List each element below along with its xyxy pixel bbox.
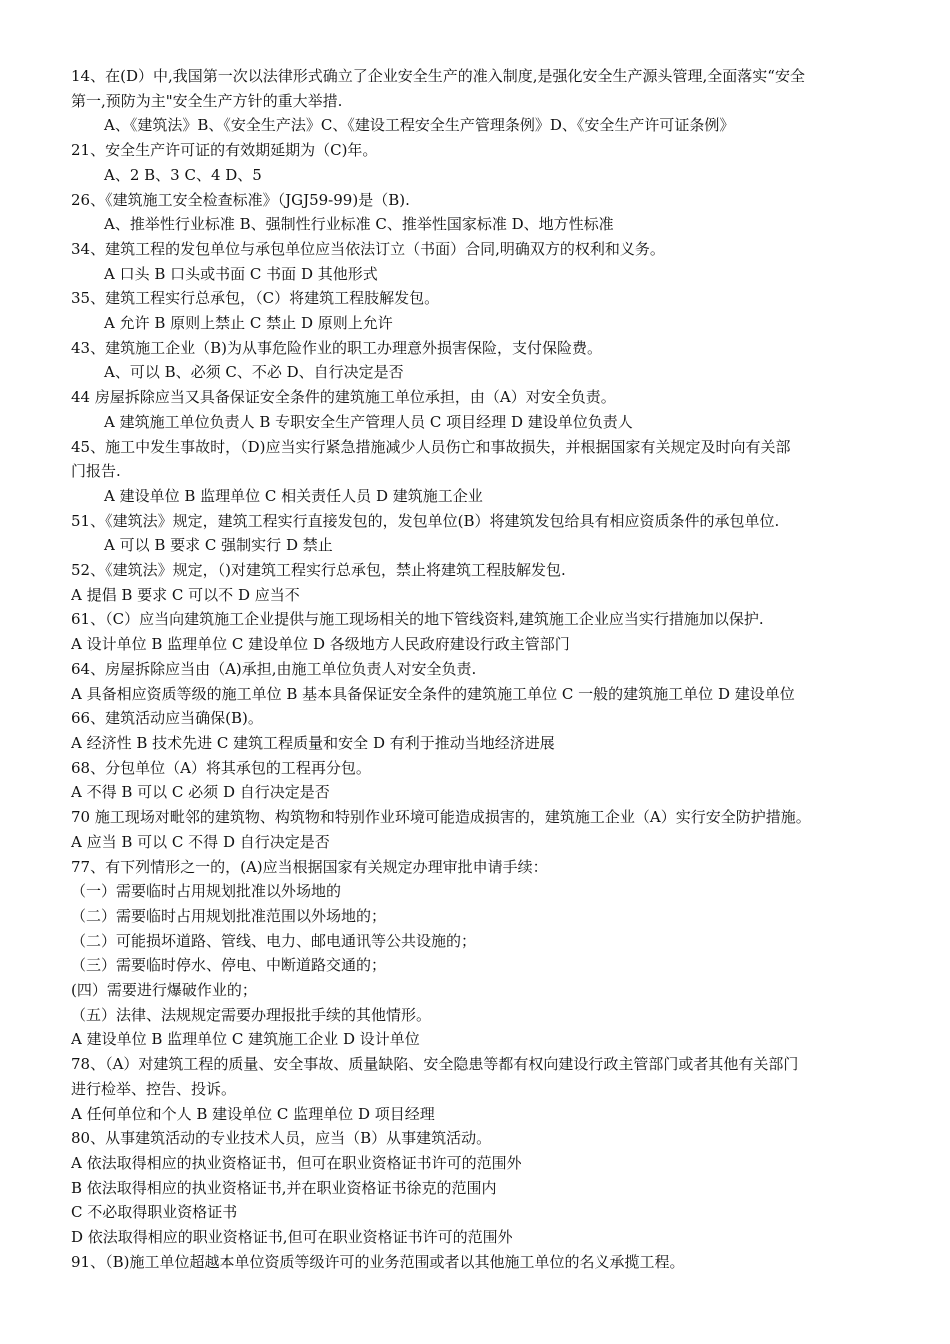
question-text-line: 43、建筑施工企业（B)为从事危险作业的职工办理意外损害保险，支付保险费。 — [71, 338, 602, 357]
question-text-line: 64、房屋拆除应当由（A)承担,由施工单位负责人对安全负责. — [71, 659, 477, 678]
question-text-line: （二）需要临时占用规划批准范围以外场地的； — [71, 906, 387, 925]
answer-options-line: A 建筑施工单位负责人 B 专职安全生产管理人员 C 项目经理 D 建设单位负责人 — [104, 412, 633, 431]
question-text-line: （五）法律、法规规定需要办理报批手续的其他情形。 — [71, 1005, 432, 1024]
question-text-line: 68、分包单位（A）将其承包的工程再分包。 — [71, 758, 371, 777]
question-text-line: 78、（A）对建筑工程的质量、安全事故、质量缺陷、安全隐患等都有权向建设行政主管部门或者其他有关部门 — [71, 1055, 799, 1074]
answer-options-line: A 建设单位 B 监理单位 C 相关责任人员 D 建筑施工企业 — [104, 486, 483, 505]
question-text-line: 14、在(D）中,我国第一次以法律形式确立了企业安全生产的准入制度,是强化安全生产源头管理,全面落实“安全 — [71, 67, 805, 85]
answer-options-line: A 口头 B 口头或书面 C 书面 D 其他形式 — [104, 264, 378, 283]
question-text-line: 91、（B)施工单位超越本单位资质等级许可的业务范围或者以其他施工单位的名义承揽工程。 — [71, 1252, 685, 1271]
question-text-line: 61、（C）应当向建筑施工企业提供与施工现场相关的地下管线资料,建筑施工企业应当实行措施加以保护. — [71, 610, 764, 629]
question-text-line: (四）需要进行爆破作业的； — [71, 981, 257, 1000]
question-text-line: 44 房屋拆除应当又具备保证安全条件的建筑施工单位承担，由（A）对安全负责。 — [71, 388, 616, 407]
answer-options-line: A、推举性行业标准 B、强制性行业标准 C、推举性国家标准 D、地方性标准 — [104, 215, 614, 234]
question-text-line: 26、《建筑施工安全检查标准》（JGJ59-99)是（B). — [71, 190, 410, 209]
question-text-line: 35、建筑工程实行总承包，（C）将建筑工程肢解发包。 — [71, 289, 440, 308]
question-text-line: A 提倡 B 要求 C 可以不 D 应当不 — [71, 585, 300, 604]
answer-options-line: A 可以 B 要求 C 强制实行 D 禁止 — [104, 536, 333, 555]
question-text-line: 进行检举、控告、投诉。 — [71, 1079, 237, 1098]
question-text-line: 45、施工中发生事故时，（D)应当实行紧急措施减少人员伤亡和事故损失，并根据国家有关规定及时向有关部 — [71, 437, 791, 456]
question-text-line: C 不必取得职业资格证书 — [71, 1203, 238, 1222]
question-text-line: A 设计单位 B 监理单位 C 建设单位 D 各级地方人民政府建设行政主管部门 — [71, 635, 570, 654]
question-text-line: A 不得 B 可以 C 必须 D 自行决定是否 — [71, 783, 330, 802]
question-text-line: A 依法取得相应的执业资格证书，但可在职业资格证书许可的范围外 — [71, 1153, 522, 1172]
answer-options-line: A 允许 B 原则上禁止 C 禁止 D 原则上允许 — [104, 314, 393, 333]
question-text-line: （一）需要临时占用规划批准以外场地的 — [71, 882, 342, 901]
question-text-line: 21、安全生产许可证的有效期延期为（C)年。 — [71, 141, 378, 160]
question-text-line: A 任何单位和个人 B 建设单位 C 监理单位 D 项目经理 — [71, 1104, 435, 1123]
question-text-line: 51、《建筑法》规定，建筑工程实行直接发包的，发包单位(B）将建筑发包给具有相应资质条件的承包单位. — [71, 511, 780, 530]
question-text-line: 80、从事建筑活动的专业技术人员，应当（B）从事建筑活动。 — [71, 1129, 492, 1148]
question-text-line: 34、建筑工程的发包单位与承包单位应当依法订立（书面）合同,明确双方的权利和义务。 — [71, 239, 665, 258]
question-text-line: 52、《建筑法》规定，（)对建筑工程实行总承包，禁止将建筑工程肢解发包. — [71, 561, 566, 580]
question-text-line: A 建设单位 B 监理单位 C 建筑施工企业 D 设计单位 — [71, 1030, 420, 1049]
question-text-line: A 具备相应资质等级的施工单位 B 基本具备保证安全条件的建筑施工单位 C 一般的建筑施工单位 D 建设单位 — [71, 684, 795, 703]
question-text-line: （二）可能损坏道路、管线、电力、邮电通讯等公共设施的； — [71, 931, 477, 950]
question-text-line: B 依法取得相应的执业资格证书,并在职业资格证书徐克的范围内 — [71, 1178, 497, 1197]
answer-options-line: A、2 B、3 C、4 D、5 — [104, 165, 262, 184]
question-text-line: A 应当 B 可以 C 不得 D 自行决定是否 — [71, 832, 330, 851]
question-text-line: （三）需要临时停水、停电、中断道路交通的； — [71, 956, 387, 975]
question-text-line: 70 施工现场对毗邻的建筑物、构筑物和特别作业环境可能造成损害的，建筑施工企业（A）实行安全防护措施。 — [71, 808, 811, 827]
answer-options-line: A、可以 B、必须 C、不必 D、自行决定是否 — [104, 363, 404, 382]
question-text-line: 门报告. — [71, 462, 121, 481]
question-text-line: A 经济性 B 技术先进 C 建筑工程质量和安全 D 有利于推动当地经济进展 — [71, 733, 555, 752]
question-text-line: D 依法取得相应的职业资格证书,但可在职业资格证书许可的范围外 — [71, 1228, 513, 1247]
answer-options-line: A、《建筑法》B、《安全生产法》C、《建设工程安全生产管理条例》D、《安全生产许可证条例》 — [104, 116, 735, 135]
question-text-line: 77、有下列情形之一的，(A)应当根据国家有关规定办理审批申请手续： — [71, 857, 548, 876]
question-text-line: 66、建筑活动应当确保(B)。 — [71, 709, 263, 728]
question-text-line: 第一,预防为主"安全生产方针的重大举措. — [71, 91, 343, 110]
